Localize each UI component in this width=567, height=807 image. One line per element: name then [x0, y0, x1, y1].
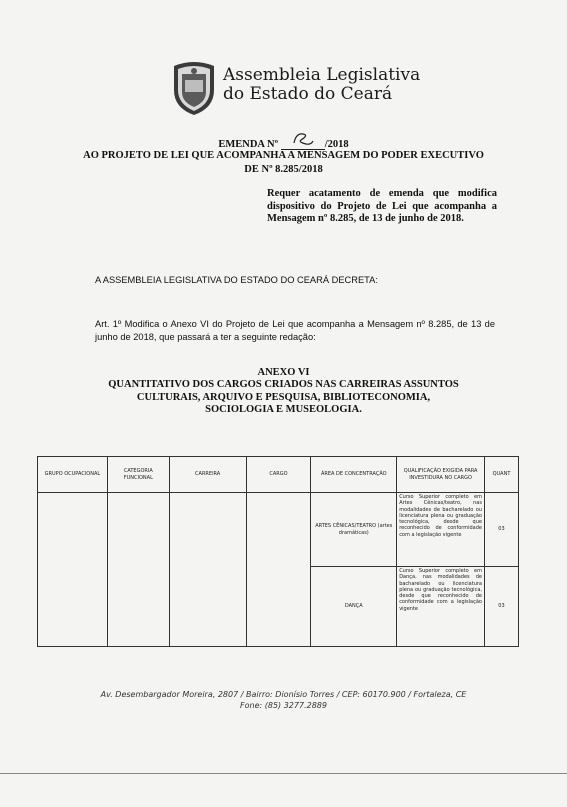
- area-cell: ARTES CÊNICAS/TEATRO (artes dramáticas): [311, 493, 397, 567]
- categoria-funcional-cell: [107, 493, 169, 647]
- assembly-seal-logo: [170, 60, 218, 116]
- header-carreira: CARREIRA: [169, 457, 246, 493]
- institution-name: [223, 66, 420, 104]
- request-summary: Requer acatamento de emenda que modifica dispositivo do Projeto de Lei que acompanha a Mensagem nº 8.285, de 13 de junho de 2018.: [267, 188, 497, 224]
- amendment-handwritten-number: [281, 135, 325, 150]
- area-cell: DANÇA: [311, 567, 397, 647]
- footer-address: Av. Desembargador Moreira, 2807 / Bairro: Dionísio Torres / CEP: 60170.900 / Fortaleza, CE: [100, 690, 467, 699]
- subtitle-line1: AO PROJETO DE LEI QUE ACOMPANHA A MENSAGEM DO PODER EXECUTIVO: [83, 150, 484, 161]
- header-area-concentracao: ÁREA DE CONCENTRAÇÃO: [311, 457, 397, 493]
- positions-table: [37, 456, 519, 647]
- quantity-cell: 03: [484, 493, 518, 567]
- institution-name-line2: do Estado do Ceará: [223, 84, 393, 104]
- amendment-year: /2018: [324, 139, 349, 150]
- cargo-cell: [246, 493, 311, 647]
- table-row: [38, 493, 519, 567]
- table-header-row: [38, 457, 519, 493]
- qualification-cell: Curso Superior completo em Dança, nas modalidades de bacharelado ou licenciatura plena ou graduação tecnológica, desde que reconhecido de conformidade com a legislação vigente: [397, 567, 485, 647]
- header-categoria-funcional: CATEGORIA FUNCIONAL: [107, 457, 169, 493]
- institution-name-line1: Assembleia Legislativa: [223, 65, 421, 85]
- footer-divider: [0, 773, 567, 774]
- qualification-cell: Curso Superior completo em Artes Cênicas/teatro, nas modalidades de bacharelado ou licenciatura plena ou graduação tecnológica, desde que reconhecido de conformidade com a legislação vigente: [397, 493, 485, 567]
- header-grupo-ocupacional: GRUPO OCUPACIONAL: [38, 457, 108, 493]
- article-text: Art. 1º Modifica o Anexo VI do Projeto de Lei que acompanha a Mensagem nº 8.285, de 13 de junho de 2018, que passará a ter a seguinte redação:: [95, 319, 495, 342]
- amendment-number: [40, 135, 527, 150]
- header-quant: QUANT: [484, 457, 518, 493]
- annex-title: QUANTITATIVO DOS CARGOS CRIADOS NAS CARREIRAS ASSUNTOS CULTURAIS, ARQUIVO E PESQUISA, BIBLIOTECONOMIA, SOCIOLOGIA E MUSEOLOGIA.: [108, 379, 459, 415]
- header-cargo: CARGO: [246, 457, 311, 493]
- carreira-cell: [169, 493, 246, 647]
- subtitle-line2: DE Nº 8.285/2018: [244, 164, 323, 175]
- grupo-ocupacional-cell: [38, 493, 108, 647]
- header-qualificacao: QUALIFICAÇÃO EXIGIDA PARA INVESTIDURA NO CARGO: [397, 457, 485, 493]
- quantity-cell: 03: [484, 567, 518, 647]
- decree-heading: A ASSEMBLEIA LEGISLATIVA DO ESTADO DO CEARÁ DECRETA:: [95, 275, 378, 285]
- annex-label: ANEXO VI: [257, 367, 310, 378]
- amendment-prefix: EMENDA Nº: [218, 139, 279, 150]
- amendment-subtitle: [40, 149, 527, 177]
- footer-phone: Fone: (85) 3277.2889: [240, 701, 327, 710]
